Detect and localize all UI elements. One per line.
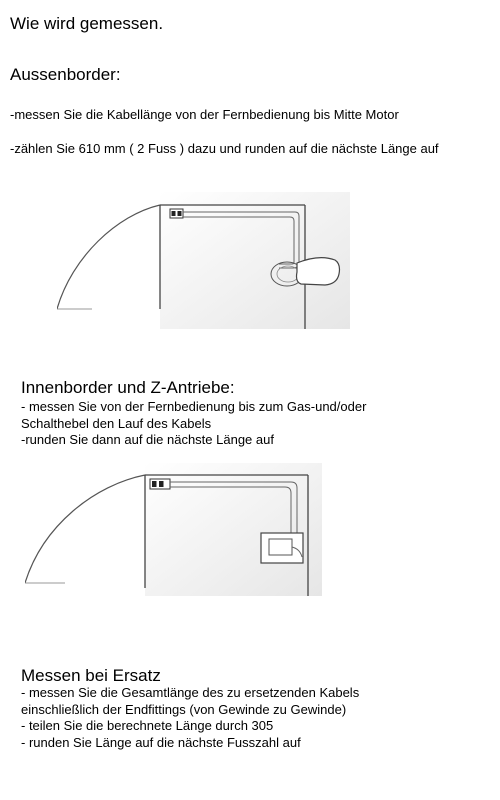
replacement-instructions xyxy=(21,685,359,752)
replacement-heading: Messen bei Ersatz xyxy=(21,666,161,685)
page-title: Wie wird gemessen. xyxy=(10,14,164,33)
inboard-diagram xyxy=(25,463,322,596)
inboard-heading: Innenborder und Z-Antriebe: xyxy=(21,378,235,397)
inboard-line: -runden Sie dann auf die nächste Länge auf xyxy=(21,432,274,447)
replacement-line: - teilen Sie die berechnete Länge durch 305 xyxy=(21,718,274,734)
outboard-heading: Aussenborder: xyxy=(10,65,121,84)
outboard-step-2: -zählen Sie 610 mm ( 2 Fuss ) dazu und runden auf die nächste Länge auf xyxy=(10,141,439,156)
outboard-step-1: -messen Sie die Kabellänge von der Fernbedienung bis Mitte Motor xyxy=(10,107,399,122)
replacement-line: einschließlich der Endfittings (von Gewinde zu Gewinde) xyxy=(21,701,347,717)
replacement-line: - runden Sie Länge auf die nächste Fusszahl auf xyxy=(21,735,301,751)
inboard-instructions xyxy=(21,399,366,449)
inboard-line: - messen Sie von der Fernbedienung bis zum Gas-und/oder xyxy=(21,399,367,414)
outboard-diagram xyxy=(57,192,350,329)
replacement-line: - messen Sie die Gesamtlänge des zu ersetzenden Kabels xyxy=(21,685,360,700)
inboard-line: Schalthebel den Lauf des Kabels xyxy=(21,415,212,431)
